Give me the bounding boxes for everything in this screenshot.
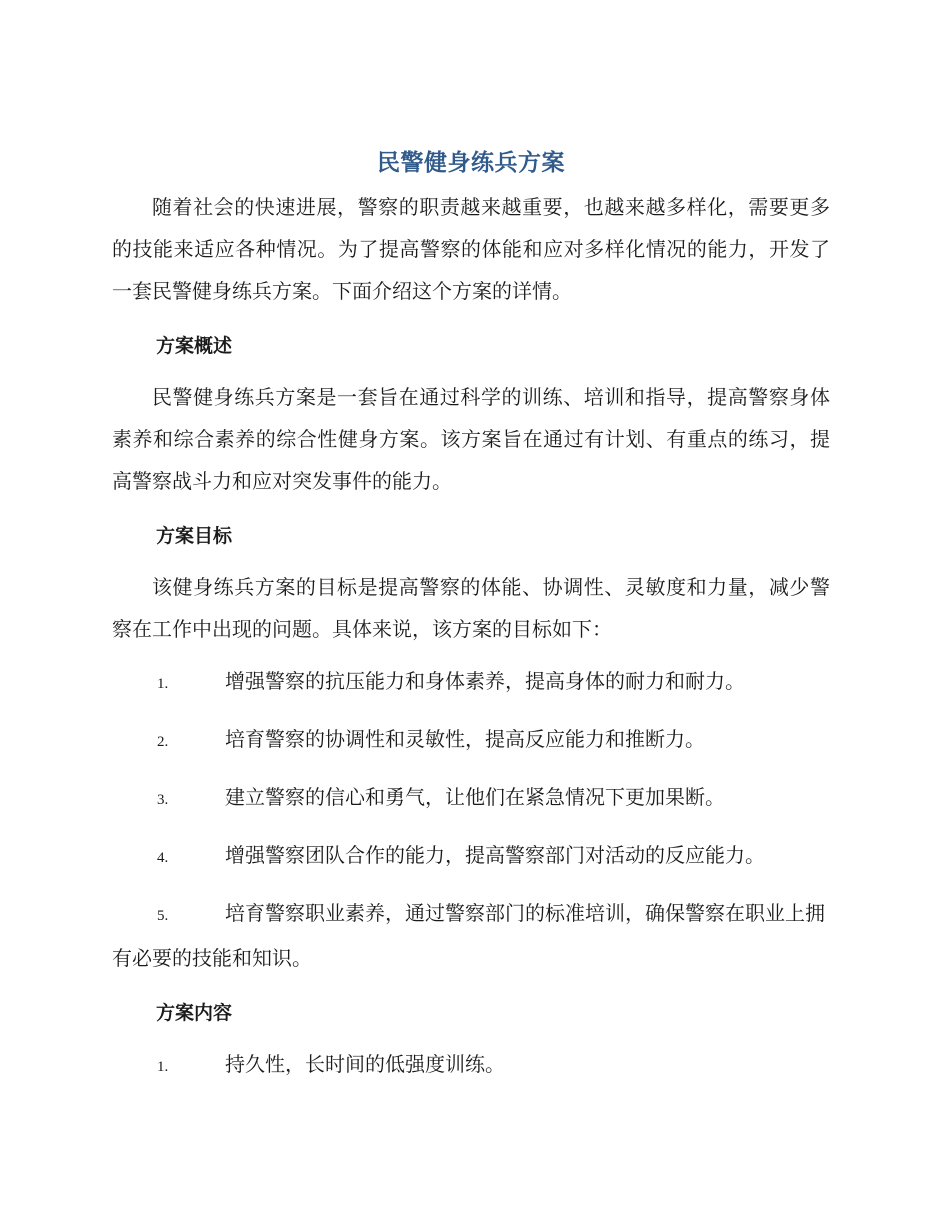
list-item-text: 持久性，长时间的低强度训练。 xyxy=(225,1052,505,1076)
list-item-text: 增强警察团队合作的能力，提高警察部门对活动的反应能力。 xyxy=(225,843,765,867)
list-item xyxy=(112,834,830,879)
list-item-text: 建立警察的信心和勇气，让他们在紧急情况下更加果断。 xyxy=(225,785,725,809)
intro-paragraph: 随着社会的快速进展，警察的职责越来越重要，也越来越多样化，需要更多的技能来适应各种情况。为了提高警察的体能和应对多样化情况的能力，开发了一套民警健身练兵方案。下面介绍这个方案的详情。 xyxy=(112,195,830,303)
goals-paragraph: 该健身练兵方案的目标是提高警察的体能、协调性、灵敏度和力量，减少警察在工作中出现的问题。具体来说，该方案的目标如下： xyxy=(112,575,830,641)
list-item-number: 1. xyxy=(157,676,169,692)
list-item xyxy=(112,718,830,763)
content-list xyxy=(112,1043,830,1088)
document-title: 民警健身练兵方案 xyxy=(377,150,565,176)
list-item-text: 培育警察职业素养，通过警察部门的标准培训，确保警察在职业上拥有必要的技能和知识。 xyxy=(112,901,825,970)
overview-paragraph: 民警健身练兵方案是一套旨在通过科学的训练、培训和指导，提高警察身体素养和综合素养的综合性健身方案。该方案旨在通过有计划、有重点的练习，提高警察战斗力和应对突发事件的能力。 xyxy=(112,385,830,493)
list-item-number: 4. xyxy=(157,850,169,866)
section-heading-content: 方案内容 xyxy=(156,1002,233,1024)
list-item-text: 培育警察的协调性和灵敏性，提高反应能力和推断力。 xyxy=(225,727,705,751)
section-overview xyxy=(112,328,830,502)
list-item-number: 5. xyxy=(157,908,169,924)
section-heading-goals: 方案目标 xyxy=(156,525,233,547)
list-item-number: 2. xyxy=(157,734,169,750)
list-item-number: 3. xyxy=(157,792,169,808)
section-heading-overview: 方案概述 xyxy=(156,335,233,357)
list-item xyxy=(112,660,830,705)
list-item xyxy=(112,776,830,821)
list-item-number: 1. xyxy=(157,1059,169,1075)
list-item xyxy=(112,1043,830,1088)
list-item xyxy=(112,892,830,979)
list-item-text: 增强警察的抗压能力和身体素养，提高身体的耐力和耐力。 xyxy=(225,669,745,693)
section-goals xyxy=(112,518,830,979)
goals-list xyxy=(112,660,830,979)
section-content xyxy=(112,995,830,1088)
